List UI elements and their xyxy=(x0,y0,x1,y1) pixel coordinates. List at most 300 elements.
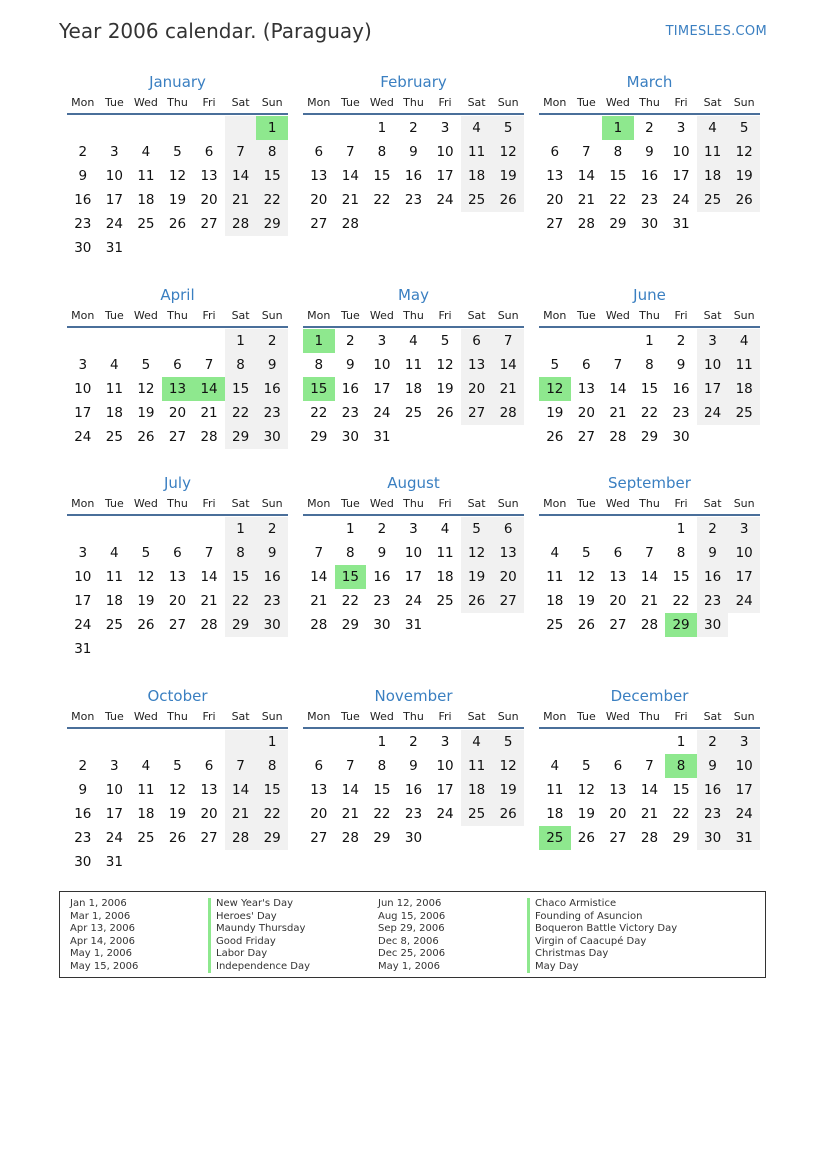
weekday-label: Fri xyxy=(674,96,688,109)
holiday-date: Jun 12, 2006 xyxy=(378,898,442,909)
day-cell: 15 xyxy=(256,778,288,802)
day-cell: 18 xyxy=(546,593,564,609)
day-cell: 31 xyxy=(74,641,92,657)
day-cell: 2 xyxy=(78,758,88,774)
day-cell: 29 xyxy=(310,429,328,445)
empty-day-cell xyxy=(335,116,367,140)
day-cell: 5 xyxy=(141,545,151,561)
day-cell: 18 xyxy=(137,806,155,822)
weekday-label: Sun xyxy=(733,96,755,109)
day-cell: 19 xyxy=(577,806,595,822)
holiday-name: Christmas Day xyxy=(527,948,677,961)
weekday-label: Thu xyxy=(639,309,660,322)
day-cell: 13 xyxy=(577,381,595,397)
day-grid xyxy=(539,328,760,449)
day-cell: 6 xyxy=(314,144,324,160)
day-cell: 24 xyxy=(672,192,690,208)
day-cell: 8 xyxy=(346,545,355,561)
day-cell: 30 xyxy=(256,425,288,449)
day-cell: 9 xyxy=(697,754,729,778)
day-cell: 29 xyxy=(225,613,257,637)
day-cell: 31 xyxy=(672,216,690,232)
day-cell: 19 xyxy=(137,593,155,609)
day-cell: 23 xyxy=(74,216,92,232)
day-cell: 11 xyxy=(137,168,155,184)
day-cell: 16 xyxy=(404,782,423,798)
day-cell: 17 xyxy=(74,593,92,609)
day-cell: 1 xyxy=(225,329,257,353)
holiday-day-cell: 14 xyxy=(193,377,225,401)
day-cell: 6 xyxy=(173,357,182,373)
day-cell: 21 xyxy=(225,188,257,212)
day-cell: 26 xyxy=(168,830,187,846)
day-cell: 17 xyxy=(74,405,92,421)
weekday-label: Tue xyxy=(576,309,596,322)
empty-day-cell xyxy=(303,517,335,541)
day-cell: 5 xyxy=(582,758,591,774)
weekday-label: Mon xyxy=(307,96,331,109)
holiday-date: May 1, 2006 xyxy=(70,948,133,959)
day-cell: 28 xyxy=(200,617,218,633)
holiday-name: Good Friday xyxy=(208,936,310,949)
day-cell: 21 xyxy=(577,192,595,208)
holiday-day-cell: 8 xyxy=(665,754,697,778)
weekday-label: Sun xyxy=(497,96,519,109)
day-cell: 26 xyxy=(546,429,564,445)
empty-day-cell xyxy=(162,730,194,754)
weekday-label: Sun xyxy=(733,309,755,322)
empty-day-cell xyxy=(130,329,162,353)
holiday-name: Heroes' Day xyxy=(208,911,310,924)
weekday-label: Fri xyxy=(674,309,688,322)
day-cell: 22 xyxy=(640,405,659,421)
weekday-label: Wed xyxy=(133,309,158,322)
day-cell: 10 xyxy=(697,353,729,377)
day-cell: 15 xyxy=(609,168,627,184)
day-cell: 9 xyxy=(256,541,288,565)
day-cell: 5 xyxy=(550,357,560,373)
day-cell: 7 xyxy=(346,758,355,774)
month-may xyxy=(303,284,524,449)
day-cell: 6 xyxy=(492,517,524,541)
day-cell: 20 xyxy=(609,593,627,609)
day-cell: 3 xyxy=(110,144,119,160)
weekday-label: Tue xyxy=(104,309,124,322)
day-cell: 20 xyxy=(461,377,493,401)
day-cell: 1 xyxy=(645,333,654,349)
day-cell: 4 xyxy=(409,333,418,349)
day-cell: 16 xyxy=(697,565,729,589)
day-cell: 25 xyxy=(728,401,760,425)
day-cell: 3 xyxy=(409,521,418,537)
day-cell: 17 xyxy=(373,381,391,397)
weekday-label: Mon xyxy=(307,710,331,723)
day-cell: 5 xyxy=(461,517,493,541)
day-cell: 3 xyxy=(440,734,450,750)
empty-day-cell xyxy=(130,730,162,754)
day-cell: 20 xyxy=(310,192,328,208)
day-cell: 21 xyxy=(609,405,627,421)
day-cell: 2 xyxy=(346,333,355,349)
weekday-label: Sat xyxy=(467,710,486,723)
weekday-header-row xyxy=(539,306,760,328)
weekday-label: Mon xyxy=(71,497,95,510)
weekday-label: Wed xyxy=(605,309,630,322)
weekday-label: Tue xyxy=(576,710,596,723)
day-cell: 15 xyxy=(225,377,257,401)
weekday-label: Sun xyxy=(497,710,519,723)
day-cell: 13 xyxy=(492,541,524,565)
day-cell: 7 xyxy=(314,545,324,561)
day-cell: 12 xyxy=(492,754,524,778)
day-cell: 28 xyxy=(577,216,595,232)
day-cell: 18 xyxy=(697,164,729,188)
day-cell: 15 xyxy=(373,782,391,798)
day-cell: 9 xyxy=(676,357,686,373)
empty-day-cell xyxy=(335,730,367,754)
day-cell: 3 xyxy=(728,730,760,754)
weekday-label: Thu xyxy=(403,710,424,723)
weekday-label: Sun xyxy=(261,497,283,510)
day-cell: 16 xyxy=(256,565,288,589)
day-cell: 8 xyxy=(676,545,686,561)
day-cell: 7 xyxy=(645,545,654,561)
day-cell: 23 xyxy=(373,593,391,609)
day-cell: 22 xyxy=(609,192,627,208)
holiday-day-cell: 15 xyxy=(303,377,335,401)
holiday-legend xyxy=(59,891,766,978)
day-cell: 11 xyxy=(728,353,760,377)
day-cell: 24 xyxy=(728,589,760,613)
weekday-label: Thu xyxy=(639,497,660,510)
day-cell: 10 xyxy=(105,168,123,184)
weekday-label: Mon xyxy=(307,497,331,510)
day-cell: 5 xyxy=(173,758,182,774)
weekday-label: Fri xyxy=(438,309,452,322)
day-cell: 28 xyxy=(640,617,659,633)
day-cell: 21 xyxy=(492,377,524,401)
weekday-label: Tue xyxy=(576,497,596,510)
day-cell: 2 xyxy=(78,144,88,160)
weekday-label: Sat xyxy=(467,96,486,109)
day-cell: 30 xyxy=(256,613,288,637)
day-cell: 2 xyxy=(409,734,418,750)
empty-day-cell xyxy=(602,730,634,754)
day-cell: 8 xyxy=(256,754,288,778)
weekday-label: Sat xyxy=(467,497,486,510)
weekday-label: Sat xyxy=(231,497,250,510)
holiday-name: Maundy Thursday xyxy=(208,923,310,936)
day-cell: 28 xyxy=(341,216,359,232)
day-cell: 26 xyxy=(137,429,155,445)
day-cell: 11 xyxy=(546,782,564,798)
day-cell: 28 xyxy=(225,212,257,236)
day-cell: 11 xyxy=(404,357,423,373)
day-cell: 7 xyxy=(582,144,591,160)
day-cell: 28 xyxy=(492,401,524,425)
holiday-date: May 1, 2006 xyxy=(378,960,441,972)
weekday-label: Sun xyxy=(497,309,519,322)
day-cell: 3 xyxy=(676,120,686,136)
day-cell: 14 xyxy=(640,782,659,798)
day-cell: 10 xyxy=(74,569,92,585)
legend-dates-right xyxy=(378,898,445,973)
day-cell: 29 xyxy=(640,429,659,445)
weekday-label: Wed xyxy=(605,96,630,109)
weekday-label: Wed xyxy=(133,710,158,723)
day-cell: 23 xyxy=(697,589,729,613)
day-cell: 14 xyxy=(640,569,659,585)
empty-day-cell xyxy=(602,329,634,353)
holiday-name: New Year's Day xyxy=(208,898,310,911)
day-cell: 19 xyxy=(461,565,493,589)
day-cell: 12 xyxy=(168,782,187,798)
day-cell: 9 xyxy=(409,758,418,774)
holiday-day-cell: 12 xyxy=(539,377,571,401)
holiday-name: Labor Day xyxy=(208,948,310,961)
day-cell: 23 xyxy=(404,806,423,822)
holiday-day-cell: 13 xyxy=(162,377,194,401)
weekday-header-row xyxy=(303,93,524,115)
day-cell: 4 xyxy=(550,545,560,561)
day-cell: 27 xyxy=(310,830,328,846)
day-cell: 24 xyxy=(74,429,92,445)
day-cell: 11 xyxy=(461,140,493,164)
day-cell: 7 xyxy=(346,144,355,160)
day-cell: 30 xyxy=(404,830,423,846)
day-cell: 6 xyxy=(550,144,560,160)
weekday-label: Thu xyxy=(167,710,188,723)
weekday-label: Tue xyxy=(340,96,360,109)
day-cell: 16 xyxy=(697,778,729,802)
day-cell: 24 xyxy=(436,192,454,208)
weekday-label: Tue xyxy=(104,710,124,723)
day-cell: 5 xyxy=(492,116,524,140)
day-cell: 4 xyxy=(440,521,450,537)
weekday-label: Sat xyxy=(231,309,250,322)
day-cell: 11 xyxy=(697,140,729,164)
day-cell: 12 xyxy=(577,569,595,585)
brand-link[interactable]: TIMESLES.COM xyxy=(665,24,767,39)
day-cell: 30 xyxy=(341,429,359,445)
weekday-header-row xyxy=(67,306,288,328)
legend-dates-left xyxy=(70,898,138,973)
day-cell: 20 xyxy=(492,565,524,589)
month-september xyxy=(539,472,760,637)
day-cell: 10 xyxy=(672,144,690,160)
weekday-label: Sun xyxy=(261,710,283,723)
holiday-date: Aug 15, 2006 xyxy=(378,910,446,922)
day-cell: 7 xyxy=(645,758,654,774)
weekday-label: Wed xyxy=(369,710,394,723)
day-cell: 28 xyxy=(640,830,659,846)
day-cell: 20 xyxy=(546,192,564,208)
month-july xyxy=(67,472,288,661)
empty-day-cell xyxy=(539,517,571,541)
weekday-header-row xyxy=(539,494,760,516)
day-cell: 24 xyxy=(373,405,391,421)
day-cell: 24 xyxy=(697,401,729,425)
weekday-label: Sat xyxy=(231,710,250,723)
day-cell: 21 xyxy=(200,593,218,609)
legend-names-right xyxy=(527,898,677,973)
holiday-date: Apr 13, 2006 xyxy=(70,923,136,934)
month-january xyxy=(67,71,288,260)
day-cell: 18 xyxy=(728,377,760,401)
day-cell: 27 xyxy=(609,830,627,846)
day-cell: 11 xyxy=(436,545,454,561)
day-grid xyxy=(67,328,288,449)
day-cell: 1 xyxy=(225,517,257,541)
legend-names-left xyxy=(208,898,310,973)
day-cell: 30 xyxy=(640,216,659,232)
day-cell: 3 xyxy=(110,758,119,774)
empty-day-cell xyxy=(634,517,666,541)
month-august xyxy=(303,472,524,637)
empty-day-cell xyxy=(67,116,99,140)
day-cell: 26 xyxy=(168,216,187,232)
holiday-name: Chaco Armistice xyxy=(527,898,677,911)
day-cell: 10 xyxy=(728,754,760,778)
holiday-name: May Day xyxy=(527,961,677,974)
day-cell: 29 xyxy=(256,212,288,236)
day-cell: 6 xyxy=(173,545,182,561)
empty-day-cell xyxy=(634,730,666,754)
day-cell: 29 xyxy=(672,830,690,846)
empty-day-cell xyxy=(303,730,335,754)
day-cell: 20 xyxy=(577,405,595,421)
day-cell: 28 xyxy=(310,617,328,633)
holiday-date: May 15, 2006 xyxy=(70,960,139,972)
day-cell: 22 xyxy=(225,589,257,613)
day-cell: 11 xyxy=(137,782,155,798)
holiday-day-cell: 25 xyxy=(539,826,571,850)
weekday-label: Sat xyxy=(703,309,722,322)
day-cell: 21 xyxy=(640,593,659,609)
weekday-header-row xyxy=(539,93,760,115)
empty-day-cell xyxy=(67,329,99,353)
day-cell: 31 xyxy=(404,617,423,633)
empty-day-cell xyxy=(67,517,99,541)
day-cell: 15 xyxy=(640,381,659,397)
holiday-name: Virgin of Caacupé Day xyxy=(527,936,677,949)
day-cell: 8 xyxy=(377,144,387,160)
weekday-label: Thu xyxy=(403,497,424,510)
day-cell: 14 xyxy=(341,782,359,798)
day-cell: 24 xyxy=(74,617,92,633)
day-cell: 26 xyxy=(461,589,493,613)
day-cell: 18 xyxy=(105,593,123,609)
day-cell: 27 xyxy=(461,401,493,425)
month-name: December xyxy=(610,687,689,705)
weekday-label: Fri xyxy=(202,497,216,510)
day-cell: 15 xyxy=(672,569,690,585)
weekday-label: Mon xyxy=(71,96,95,109)
day-cell: 3 xyxy=(78,357,88,373)
weekday-header-row xyxy=(539,707,760,729)
day-cell: 15 xyxy=(373,168,391,184)
day-cell: 14 xyxy=(577,168,595,184)
weekday-label: Thu xyxy=(639,96,660,109)
empty-day-cell xyxy=(193,517,225,541)
weekday-label: Sun xyxy=(733,497,755,510)
empty-day-cell xyxy=(225,116,257,140)
day-cell: 30 xyxy=(74,240,92,256)
day-cell: 17 xyxy=(728,565,760,589)
weekday-label: Sun xyxy=(261,96,283,109)
month-name: August xyxy=(387,474,440,492)
day-cell: 25 xyxy=(546,617,564,633)
weekday-label: Thu xyxy=(167,96,188,109)
day-cell: 8 xyxy=(314,357,324,373)
day-cell: 6 xyxy=(314,758,324,774)
page-title: Year 2006 calendar. (Paraguay) xyxy=(59,19,372,43)
weekday-label: Wed xyxy=(605,710,630,723)
month-name: February xyxy=(380,73,447,91)
day-cell: 4 xyxy=(550,758,560,774)
day-cell: 16 xyxy=(74,806,92,822)
day-cell: 20 xyxy=(168,405,187,421)
empty-day-cell xyxy=(571,517,603,541)
day-cell: 24 xyxy=(105,216,123,232)
day-cell: 25 xyxy=(461,802,493,826)
day-cell: 25 xyxy=(404,405,423,421)
day-cell: 13 xyxy=(609,782,627,798)
day-grid xyxy=(67,729,288,874)
day-cell: 29 xyxy=(609,216,627,232)
day-cell: 23 xyxy=(672,405,690,421)
weekday-label: Thu xyxy=(167,309,188,322)
weekday-label: Wed xyxy=(369,309,394,322)
weekday-header-row xyxy=(67,707,288,729)
month-name: June xyxy=(633,286,666,304)
day-cell: 27 xyxy=(310,216,328,232)
day-cell: 18 xyxy=(436,569,454,585)
day-cell: 11 xyxy=(105,569,123,585)
day-cell: 14 xyxy=(341,168,359,184)
day-cell: 21 xyxy=(341,192,359,208)
day-cell: 25 xyxy=(137,830,155,846)
month-october xyxy=(67,685,288,874)
day-cell: 2 xyxy=(409,120,418,136)
day-cell: 2 xyxy=(256,329,288,353)
weekday-header-row xyxy=(303,494,524,516)
empty-day-cell xyxy=(225,730,257,754)
day-cell: 21 xyxy=(341,806,359,822)
weekday-label: Mon xyxy=(71,309,95,322)
month-february xyxy=(303,71,524,236)
month-name: September xyxy=(608,474,691,492)
weekday-label: Sat xyxy=(703,710,722,723)
day-cell: 23 xyxy=(256,401,288,425)
day-cell: 22 xyxy=(256,188,288,212)
day-cell: 15 xyxy=(256,164,288,188)
day-cell: 8 xyxy=(377,758,387,774)
day-cell: 14 xyxy=(609,381,627,397)
day-cell: 16 xyxy=(373,569,391,585)
holiday-day-cell: 1 xyxy=(303,329,335,353)
weekday-label: Sat xyxy=(703,96,722,109)
weekday-label: Sun xyxy=(497,497,519,510)
day-cell: 28 xyxy=(341,830,359,846)
day-cell: 19 xyxy=(168,192,187,208)
month-name: April xyxy=(160,286,195,304)
day-cell: 21 xyxy=(310,593,328,609)
month-name: October xyxy=(147,687,208,705)
day-cell: 27 xyxy=(168,429,187,445)
day-cell: 16 xyxy=(672,381,690,397)
day-cell: 8 xyxy=(225,541,257,565)
